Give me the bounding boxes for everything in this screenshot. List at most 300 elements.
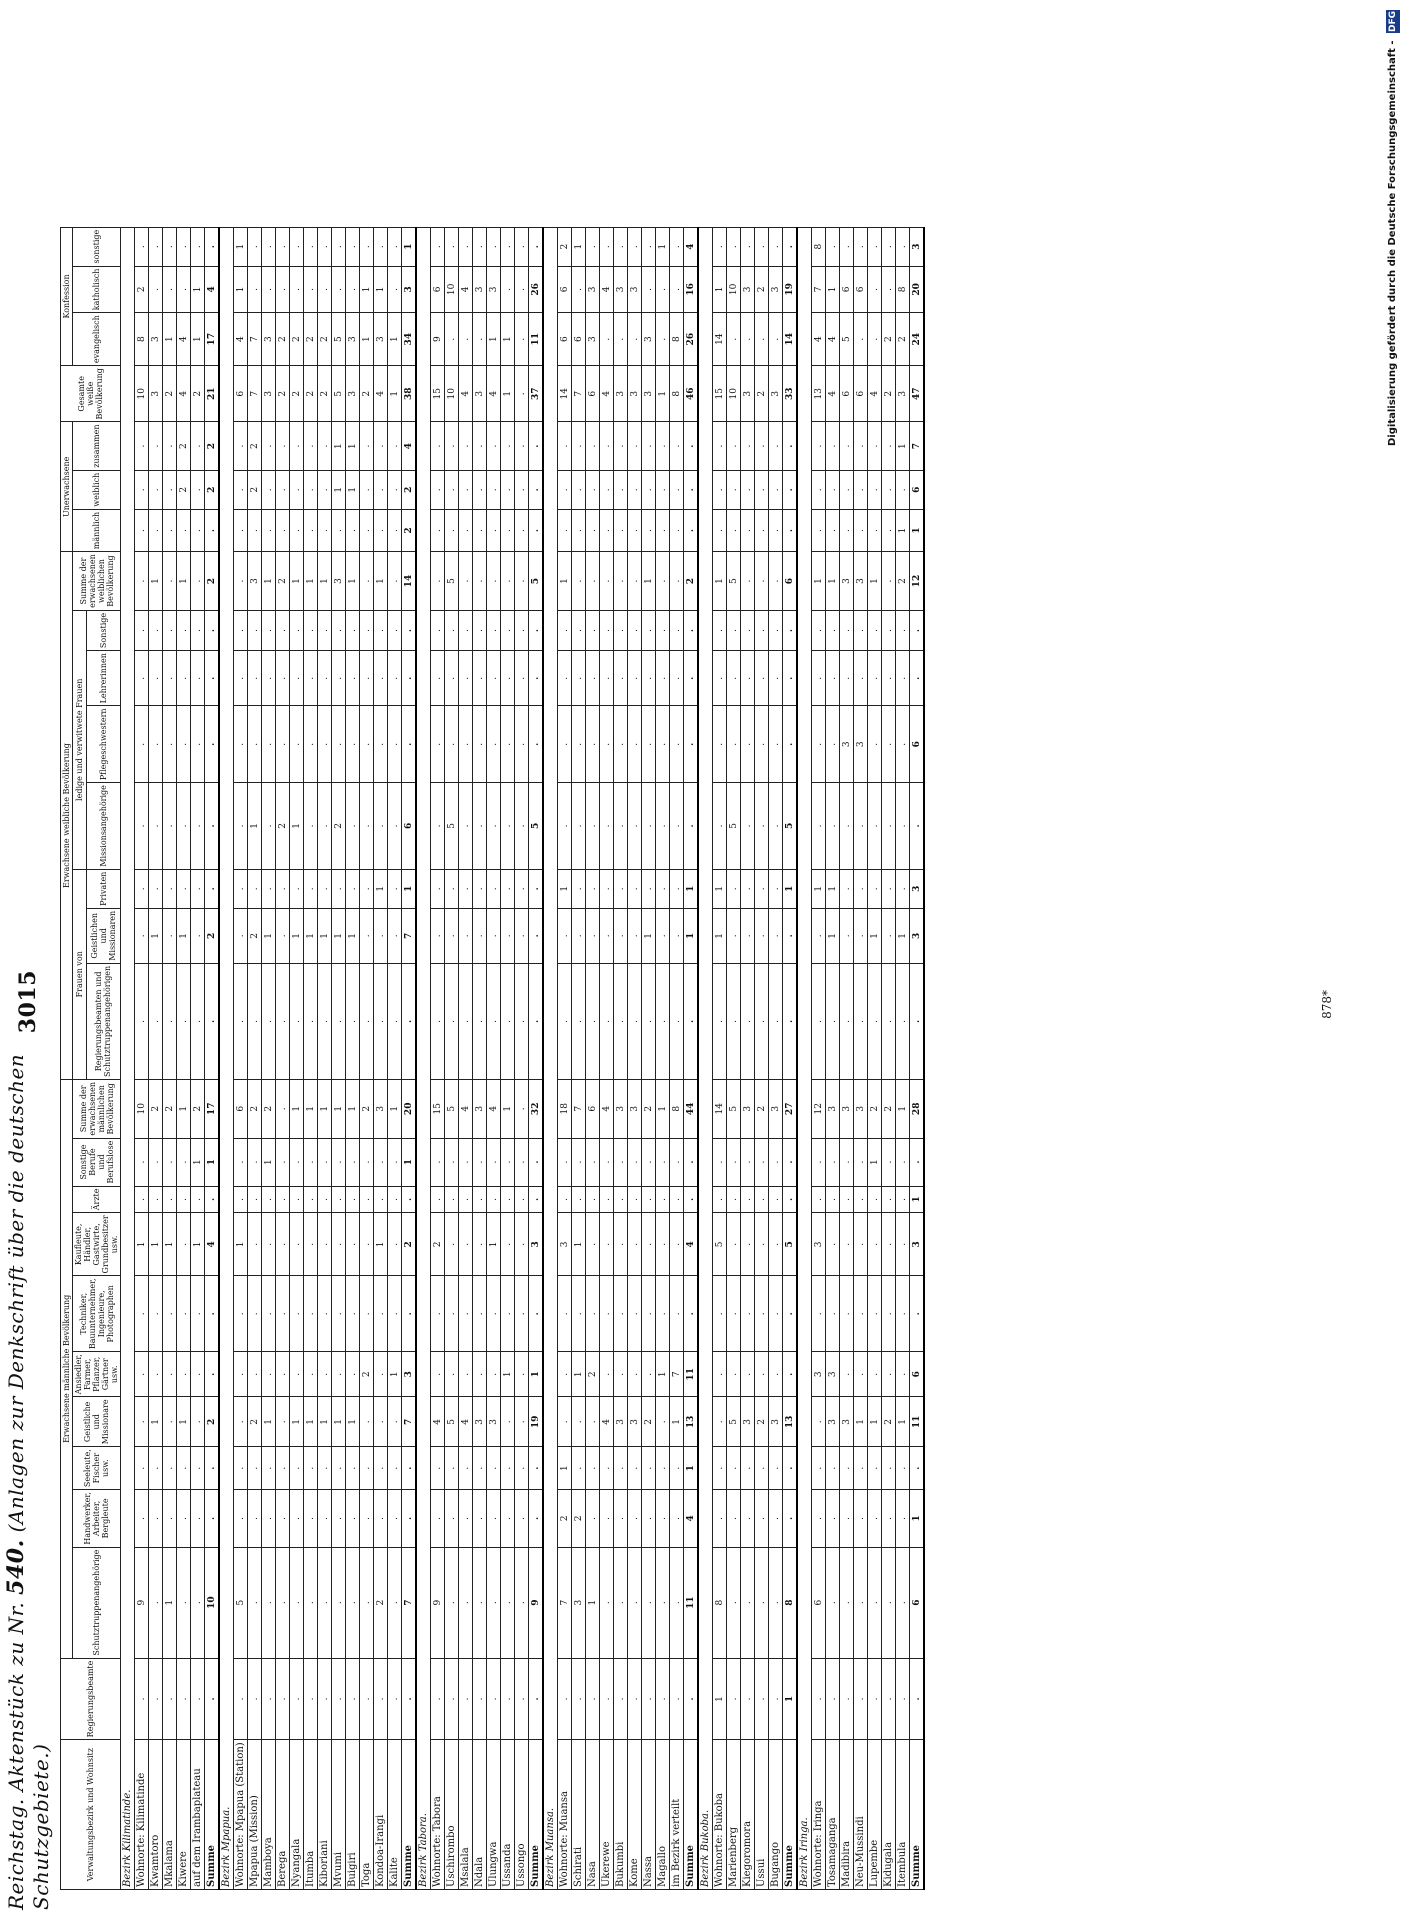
value-cell: . [684,610,699,650]
value-cell: . [628,470,642,509]
col-header-7: Ansiedler, Farmer, Pflanzer, Gärtner usw. [73,1352,121,1397]
value-cell: . [163,706,177,783]
value-cell: 6 [586,1079,600,1138]
value-cell: . [529,470,544,509]
value-cell: . [290,266,304,313]
value-cell: . [304,651,318,706]
value-cell: . [473,227,487,266]
value-cell: 2 [374,1547,388,1658]
value-cell: . [360,1213,374,1276]
value-cell: 6 [840,266,854,313]
value-cell: . [656,1547,670,1658]
value-cell: . [854,470,868,509]
value-cell: 2 [177,470,191,509]
table-row [318,227,332,1889]
value-cell: 9 [135,1547,149,1658]
value-cell: . [713,1276,727,1352]
value-cell: 2 [755,266,769,313]
table-row [727,227,741,1889]
value-cell: . [600,509,614,551]
value-cell: . [374,470,388,509]
place-cell: Uschirombo [445,1740,459,1890]
value-cell: . [276,1490,290,1548]
col-header-18: Lehrerinnen [86,651,120,706]
value-cell: 2 [684,552,699,611]
value-cell: . [515,1186,529,1213]
value-cell: 1 [402,869,417,908]
value-cell: . [727,963,741,1079]
value-cell: . [388,1276,402,1352]
value-cell: . [163,651,177,706]
col-header-9: Kaufleute, Händler, Gastwirte, Grundbesitzer usw. [73,1213,121,1276]
value-cell: . [501,227,515,266]
value-cell: 1 [868,552,882,611]
value-cell: . [529,1490,544,1548]
value-cell: . [248,610,262,650]
value-cell: 1 [234,1213,248,1276]
value-cell: . [332,1138,346,1186]
value-cell: . [741,1276,755,1352]
value-cell: . [614,1352,628,1397]
value-cell: . [826,610,840,650]
col-header-22: weiblich [73,470,121,509]
value-cell: . [769,313,783,366]
value-cell: 9 [431,1547,445,1658]
value-cell: 11 [529,313,544,366]
value-cell: . [614,651,628,706]
value-cell: . [713,1186,727,1213]
value-cell: . [572,470,586,509]
value-cell: . [600,1186,614,1213]
value-cell: . [684,509,699,551]
value-cell: . [896,610,910,650]
value-cell: . [374,509,388,551]
value-cell: 5 [529,552,544,611]
value-cell: . [586,1276,600,1352]
value-cell: . [346,651,360,706]
value-cell: . [487,908,501,963]
value-cell: . [882,470,896,509]
value-cell: . [290,1213,304,1276]
value-cell: . [558,509,572,551]
value-cell: 5 [727,783,741,870]
value-cell: 1 [248,783,262,870]
value-cell: . [234,783,248,870]
value-cell: . [586,869,600,908]
value-cell: . [304,1213,318,1276]
value-cell: . [135,1352,149,1397]
value-cell: . [374,1352,388,1397]
value-cell: . [812,1186,826,1213]
value-cell: 5 [727,552,741,611]
value-cell: . [586,963,600,1079]
value-cell: 1 [642,908,656,963]
value-cell: . [882,963,896,1079]
value-cell: . [346,227,360,266]
value-cell: . [388,509,402,551]
table-row [149,227,163,1889]
sum-row [783,227,798,1889]
value-cell: . [515,422,529,470]
value-cell: 7 [402,908,417,963]
value-cell: . [656,266,670,313]
value-cell: 3 [473,266,487,313]
value-cell: . [459,552,473,611]
value-cell: . [868,963,882,1079]
value-cell: . [205,509,220,551]
value-cell: . [290,1276,304,1352]
value-cell: . [812,470,826,509]
value-cell: 10 [727,266,741,313]
value-cell: . [656,1138,670,1186]
value-cell: 12 [812,1079,826,1138]
value-cell: 1 [374,1213,388,1276]
table-row [896,227,910,1889]
value-cell: . [290,470,304,509]
value-cell: . [882,227,896,266]
value-cell: . [374,610,388,650]
place-cell: Mamboya [262,1740,276,1890]
value-cell: . [755,1276,769,1352]
value-cell: 1 [332,1397,346,1447]
table-row [276,227,290,1889]
value-cell: . [558,470,572,509]
value-cell: 5 [713,1213,727,1276]
value-cell: . [769,1138,783,1186]
value-cell: . [445,470,459,509]
value-cell: . [896,1490,910,1548]
value-cell: . [149,1447,163,1490]
value-cell: . [149,706,163,783]
value-cell: 15 [431,366,445,422]
value-cell: . [431,706,445,783]
value-cell: . [459,313,473,366]
value-cell: 4 [812,313,826,366]
value-cell: . [290,1138,304,1186]
value-cell: . [558,1352,572,1397]
value-cell: . [515,869,529,908]
value-cell: . [840,1213,854,1276]
value-cell: . [487,610,501,650]
value-cell: . [332,651,346,706]
value-cell: . [628,552,642,611]
value-cell: . [431,1490,445,1548]
value-cell: . [600,1547,614,1658]
value-cell: . [191,1186,205,1213]
value-cell: 2 [431,1213,445,1276]
table-row [656,227,670,1889]
value-cell: 1 [149,908,163,963]
value-cell: . [628,227,642,266]
value-cell: . [741,1138,755,1186]
value-cell: . [149,610,163,650]
value-cell: . [459,1658,473,1740]
value-cell: . [388,610,402,650]
value-cell: . [501,706,515,783]
value-cell: . [487,651,501,706]
value-cell: . [431,470,445,509]
value-cell: . [318,470,332,509]
value-cell: . [896,651,910,706]
value-cell: . [656,509,670,551]
value-cell: . [515,706,529,783]
value-cell: . [290,1447,304,1490]
col-header-27: sonstige [73,227,121,266]
value-cell: 3 [812,1352,826,1397]
value-cell: . [459,1138,473,1186]
value-cell: . [276,1186,290,1213]
value-cell: . [868,610,882,650]
value-cell: 18 [558,1079,572,1138]
value-cell: . [459,1186,473,1213]
value-cell: . [868,266,882,313]
value-cell: . [572,509,586,551]
value-cell: . [191,470,205,509]
value-cell: . [572,706,586,783]
value-cell: . [388,963,402,1079]
value-cell: 4 [826,366,840,422]
place-cell: Summe [529,1740,544,1890]
value-cell: 2 [276,313,290,366]
value-cell: . [670,706,684,783]
value-cell: . [163,470,177,509]
value-cell: . [276,1352,290,1397]
value-cell: . [515,783,529,870]
value-cell: . [388,706,402,783]
value-cell: . [234,1276,248,1352]
value-cell: . [755,422,769,470]
value-cell: 3 [402,266,417,313]
value-cell: . [205,706,220,783]
value-cell: . [642,1352,656,1397]
col-header-6: Geistliche und Missionare [73,1397,121,1447]
value-cell: 17 [205,1079,220,1138]
value-cell: . [135,1447,149,1490]
value-cell: . [586,227,600,266]
value-cell: 1 [910,509,925,551]
value-cell: . [459,509,473,551]
value-cell: . [910,1658,925,1740]
value-cell: . [205,1447,220,1490]
value-cell: . [346,610,360,650]
value-cell: . [614,1138,628,1186]
value-cell: 4 [868,366,882,422]
value-cell: 3 [812,1213,826,1276]
value-cell: . [868,1547,882,1658]
value-cell: 2 [276,366,290,422]
value-cell: 4 [402,422,417,470]
value-cell: . [600,1352,614,1397]
table-row [854,227,868,1889]
value-cell: . [656,1658,670,1740]
value-cell: . [332,1213,346,1276]
value-cell: . [501,869,515,908]
col-header-19: Sonstige [86,610,120,650]
value-cell: . [769,706,783,783]
value-cell: . [163,1276,177,1352]
sum-row [205,227,220,1889]
value-cell: . [445,227,459,266]
value-cell: . [840,1138,854,1186]
value-cell: . [614,1447,628,1490]
value-cell: . [402,1276,417,1352]
value-cell: . [713,706,727,783]
value-cell: 1 [191,313,205,366]
col-header-20: Summe der erwachsenen weiblichen Bevölkerung [73,552,121,611]
value-cell: 1 [304,1079,318,1138]
value-cell: . [684,1138,699,1186]
value-cell: 6 [234,1079,248,1138]
value-cell: . [684,963,699,1079]
col-header-25: evangelisch [73,313,121,366]
value-cell: . [459,1213,473,1276]
value-cell: 3 [149,313,163,366]
value-cell: . [826,783,840,870]
value-cell: 3 [910,1213,925,1276]
value-cell: 5 [783,1213,798,1276]
value-cell: . [896,706,910,783]
value-cell: . [769,1186,783,1213]
value-cell: 2 [149,1079,163,1138]
value-cell: 1 [656,366,670,422]
value-cell: . [276,651,290,706]
value-cell: 2 [642,1397,656,1447]
district-row [416,227,431,1889]
value-cell: . [304,1138,318,1186]
district-label: Bezirk Tabora. [416,227,431,1889]
value-cell: . [741,783,755,870]
value-cell: . [304,422,318,470]
value-cell: . [783,610,798,650]
value-cell: . [304,1447,318,1490]
place-cell: Tosamaganga [826,1740,840,1890]
value-cell: . [487,783,501,870]
value-cell: . [374,1490,388,1548]
value-cell: . [248,963,262,1079]
value-cell: . [177,869,191,908]
value-cell: . [318,1213,332,1276]
value-cell: . [515,470,529,509]
value-cell: . [783,1138,798,1186]
col-header-4: Handwerker, Arbeiter, Bergleute [73,1490,121,1548]
value-cell: . [826,963,840,1079]
value-cell: . [135,1397,149,1447]
value-cell: . [487,1490,501,1548]
group-header-female: Erwachsene weibliche Bevölkerung [61,552,73,1080]
value-cell: 2 [248,470,262,509]
value-cell: 3 [769,1397,783,1447]
value-cell: . [276,227,290,266]
value-cell: 11 [684,1547,699,1658]
col-header-17: Pflegeschwestern [86,706,120,783]
value-cell: 8 [670,366,684,422]
value-cell: 1 [501,366,515,422]
value-cell: . [769,470,783,509]
value-cell: . [431,552,445,611]
value-cell: . [896,1276,910,1352]
value-cell: 5 [840,313,854,366]
value-cell: 1 [191,1138,205,1186]
value-cell: . [177,1213,191,1276]
value-cell: . [868,509,882,551]
value-cell: . [318,1186,332,1213]
value-cell: 1 [910,1490,925,1548]
value-cell: 2 [262,1079,276,1138]
value-cell: 3 [854,1079,868,1138]
value-cell: . [656,610,670,650]
value-cell: . [163,908,177,963]
value-cell: . [896,963,910,1079]
place-cell: Summe [684,1740,699,1890]
district-label: Bezirk Iringa. [797,227,812,1889]
value-cell: . [656,552,670,611]
value-cell: . [854,1186,868,1213]
value-cell: . [614,610,628,650]
value-cell: 3 [741,1397,755,1447]
district-row [797,227,812,1889]
value-cell: . [826,1138,840,1186]
value-cell: . [558,706,572,783]
value-cell: 2 [290,313,304,366]
value-cell: . [586,1186,600,1213]
place-cell: Kalite [388,1740,402,1890]
table-row [163,227,177,1889]
place-cell: Kidugala [882,1740,896,1890]
value-cell: . [346,1547,360,1658]
value-cell: 15 [431,1079,445,1138]
value-cell: . [487,552,501,611]
value-cell: . [670,1547,684,1658]
value-cell: . [248,1276,262,1352]
value-cell: . [431,1352,445,1397]
value-cell: . [713,1138,727,1186]
value-cell: . [586,1490,600,1548]
value-cell: . [515,908,529,963]
value-cell: 1 [670,1397,684,1447]
value-cell: . [487,1352,501,1397]
value-cell: . [318,610,332,650]
value-cell: . [318,1547,332,1658]
value-cell: . [812,1138,826,1186]
value-cell: . [290,1186,304,1213]
value-cell: . [614,783,628,870]
value-cell: . [882,422,896,470]
value-cell: 1 [572,1352,586,1397]
value-cell: 2 [882,1079,896,1138]
value-cell: . [459,470,473,509]
place-cell: Wohnorte: Iringa [812,1740,826,1890]
value-cell: . [769,422,783,470]
value-cell: . [445,1138,459,1186]
value-cell: . [473,1276,487,1352]
value-cell: . [248,869,262,908]
value-cell: . [515,1490,529,1548]
value-cell: . [769,610,783,650]
value-cell: . [783,227,798,266]
value-cell: . [135,227,149,266]
value-cell: 10 [445,366,459,422]
value-cell: 2 [896,552,910,611]
value-cell: . [234,1490,248,1548]
value-cell: . [684,706,699,783]
value-cell: 28 [910,1079,925,1138]
value-cell: . [868,1352,882,1397]
value-cell: . [755,1352,769,1397]
value-cell: . [684,470,699,509]
value-cell: . [826,1276,840,1352]
place-cell: Wohnorte: Mpapua (Station) [234,1740,248,1890]
value-cell: 13 [812,366,826,422]
